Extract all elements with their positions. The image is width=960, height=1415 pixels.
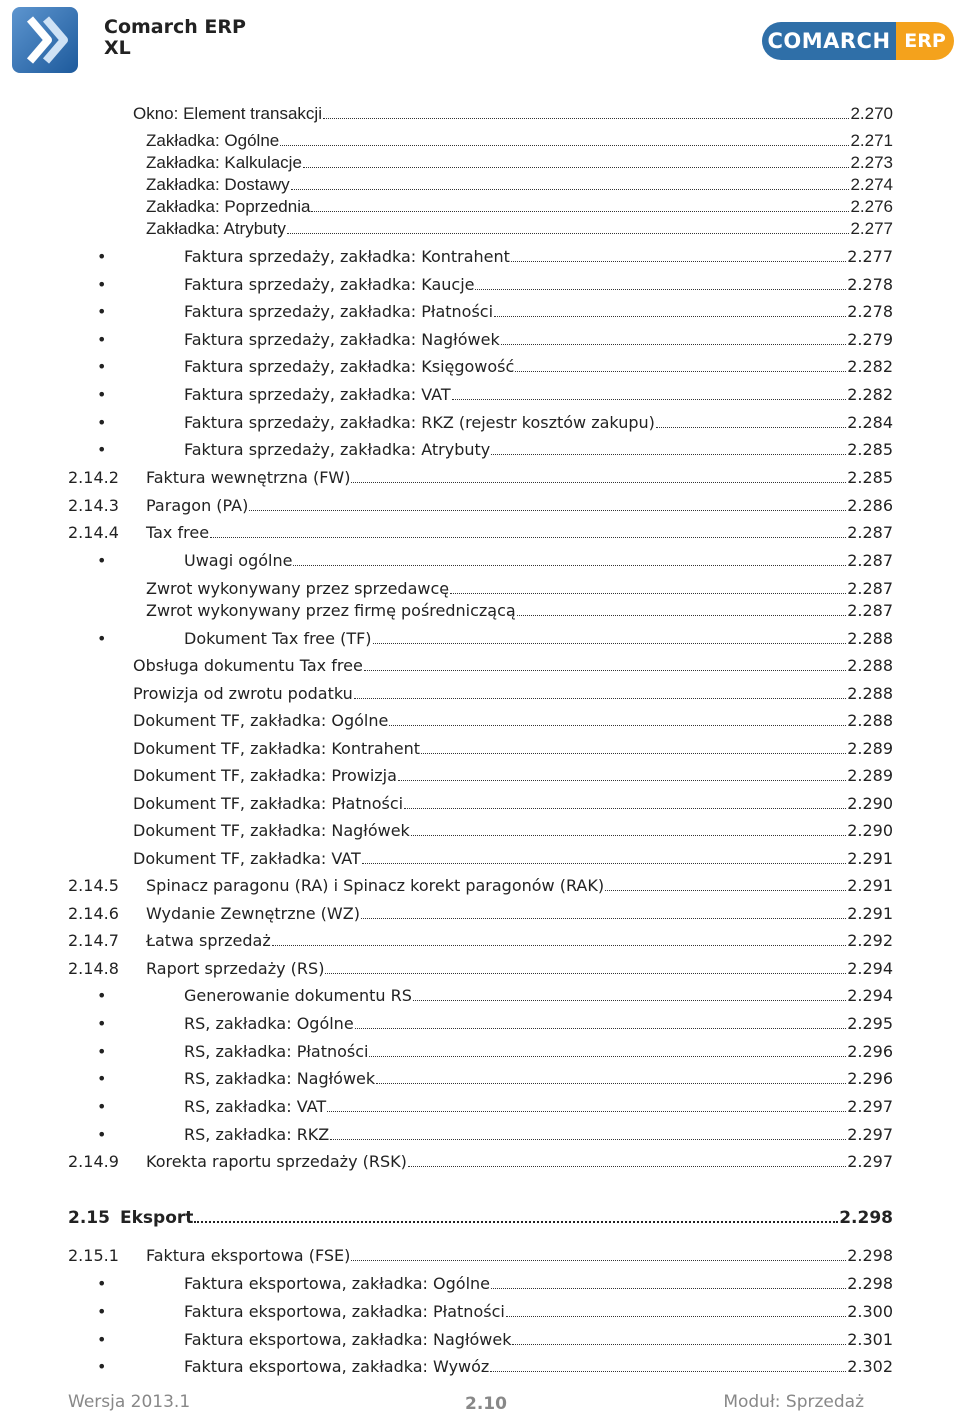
dot-leader	[408, 1165, 846, 1167]
toc-section-number: 2.14.2	[68, 468, 119, 487]
bullet-icon: •	[97, 1014, 107, 1033]
toc-entry[interactable]	[0, 1124, 960, 1146]
toc-entry[interactable]	[0, 903, 960, 925]
toc-section-number: 2.14.8	[68, 959, 119, 978]
toc-entry[interactable]	[0, 600, 960, 622]
bullet-icon: •	[97, 1357, 107, 1376]
toc-entry-title: Faktura eksportowa, zakładka: Nagłówek	[184, 1330, 512, 1349]
page-header	[0, 0, 960, 90]
toc-entry-line	[146, 600, 893, 622]
dot-leader	[656, 426, 846, 428]
toc-entry-line	[184, 1013, 893, 1035]
toc-section-number: 2.14.9	[68, 1152, 119, 1171]
toc-entry[interactable]	[0, 628, 960, 650]
bullet-icon: •	[97, 629, 107, 648]
toc-entry-line	[146, 903, 893, 925]
toc-entry-line	[184, 1356, 893, 1378]
toc-page-number: 2.286	[847, 496, 893, 515]
dot-leader	[303, 166, 850, 168]
toc-entry-line	[133, 103, 893, 125]
toc-page-number: 2.289	[847, 766, 893, 785]
dot-leader	[354, 697, 846, 699]
toc-page-number: 2.273	[850, 153, 893, 172]
toc-entry-title: Dokument TF, zakładka: Płatności	[133, 794, 404, 813]
toc-entry-title: Łatwa sprzedaż	[146, 931, 271, 950]
toc-entry-line	[133, 683, 893, 705]
dot-leader	[272, 944, 846, 946]
toc-entry-line	[146, 958, 893, 980]
toc-entry[interactable]	[0, 710, 960, 732]
page-footer	[0, 1388, 960, 1415]
toc-entry-title: RS, zakładka: Ogólne	[184, 1014, 354, 1033]
dot-leader	[475, 288, 846, 290]
toc-entry[interactable]	[0, 152, 960, 174]
toc-page-number: 2.300	[847, 1302, 893, 1321]
dot-leader	[506, 1315, 846, 1317]
toc-page-number: 2.288	[847, 711, 893, 730]
dot-leader	[291, 188, 850, 190]
toc-page-number: 2.297	[847, 1097, 893, 1116]
toc-page-number: 2.291	[847, 876, 893, 895]
toc-page-number: 2.288	[847, 629, 893, 648]
dot-leader	[491, 1287, 846, 1289]
toc-entry[interactable]	[0, 550, 960, 572]
comarch-erp-brand-logo	[762, 22, 954, 60]
toc-page-number: 2.287	[847, 551, 893, 570]
dot-leader	[330, 1138, 846, 1140]
toc-entry-line	[133, 793, 893, 815]
toc-entry[interactable]	[0, 848, 960, 870]
toc-entry[interactable]	[0, 1151, 960, 1173]
dot-leader	[369, 1055, 846, 1057]
toc-entry-line	[146, 522, 893, 544]
bullet-icon: •	[97, 440, 107, 459]
toc-section-number: 2.14.4	[68, 523, 119, 542]
toc-entry[interactable]	[0, 1301, 960, 1323]
toc-entry[interactable]	[0, 130, 960, 152]
toc-entry[interactable]	[0, 655, 960, 677]
bullet-icon: •	[97, 986, 107, 1005]
toc-page-number: 2.297	[847, 1152, 893, 1171]
toc-entry[interactable]	[0, 412, 960, 434]
toc-section-number: 2.14.3	[68, 496, 119, 515]
toc-entry-title: Okno: Element transakcji	[133, 104, 322, 123]
toc-entry-line	[146, 875, 893, 897]
toc-entry-line	[133, 738, 893, 760]
dot-leader	[413, 999, 846, 1001]
module-label: Moduł: Sprzedaż	[723, 1392, 864, 1412]
toc-entry-title: Faktura eksportowa (FSE)	[146, 1246, 351, 1265]
toc-entry-title: Faktura eksportowa, zakładka: Ogólne	[184, 1274, 490, 1293]
bullet-icon: •	[97, 1330, 107, 1349]
toc-entry-line	[184, 1301, 893, 1323]
toc-entry-title: Zakładka: Kalkulacje	[146, 153, 302, 172]
toc-page-number: 2.290	[847, 821, 893, 840]
toc-page-number: 2.287	[847, 579, 893, 598]
toc-entry-line	[184, 1124, 893, 1146]
version-label: Wersja 2013.1	[68, 1392, 191, 1412]
dot-leader	[210, 536, 846, 538]
bullet-icon: •	[97, 275, 107, 294]
toc-entry-title: Wydanie Zewnętrzne (WZ)	[146, 904, 360, 923]
toc-page-number: 2.288	[847, 656, 893, 675]
toc-section-number: 2.14.6	[68, 904, 119, 923]
toc-entry-title: Generowanie dokumentu RS	[184, 986, 412, 1005]
bullet-icon: •	[97, 1302, 107, 1321]
toc-page-number: 2.291	[847, 904, 893, 923]
toc-entry-line	[146, 930, 893, 952]
dot-leader	[501, 343, 846, 345]
toc-page-number: 2.285	[847, 468, 893, 487]
toc-entry-title: Zakładka: Dostawy	[146, 175, 290, 194]
toc-entry[interactable]	[0, 218, 960, 240]
toc-entry-title: Zwrot wykonywany przez sprzedawcę	[146, 579, 450, 598]
toc-entry-title: Zakładka: Ogólne	[146, 131, 280, 150]
toc-entry-title: Dokument TF, zakładka: Nagłówek	[133, 821, 410, 840]
bullet-icon: •	[97, 1097, 107, 1116]
toc-entry-line	[184, 329, 893, 351]
toc-page-number: 2.278	[847, 275, 893, 294]
dot-leader	[452, 398, 847, 400]
toc-page-number: 2.298	[847, 1274, 893, 1293]
toc-page-number: 2.289	[847, 739, 893, 758]
toc-entry-title: Tax free	[146, 523, 210, 542]
toc-entry-title: Faktura sprzedaży, zakładka: Kontrahent	[184, 247, 510, 266]
dot-leader	[362, 862, 846, 864]
toc-page-number: 2.298	[839, 1208, 893, 1228]
toc-entry-title: Paragon (PA)	[146, 496, 249, 515]
toc-page-number: 2.294	[847, 959, 893, 978]
toc-entry-line	[133, 710, 893, 732]
dot-leader	[325, 972, 846, 974]
toc-entry-line	[184, 384, 893, 406]
toc-entry-title: Prowizja od zwrotu podatku	[133, 684, 353, 703]
toc-entry-line	[133, 848, 893, 870]
toc-entry[interactable]	[0, 1207, 960, 1229]
toc-entry-title: Dokument TF, zakładka: Prowizja	[133, 766, 397, 785]
toc-entry[interactable]	[0, 683, 960, 705]
toc-entry[interactable]	[0, 578, 960, 600]
toc-entry-line	[184, 301, 893, 323]
dot-leader	[355, 1027, 847, 1029]
bullet-icon: •	[97, 551, 107, 570]
toc-entry-line	[146, 196, 893, 218]
toc-entry-title: Zakładka: Atrybuty	[146, 219, 286, 238]
toc-entry[interactable]	[0, 1356, 960, 1378]
bullet-icon: •	[97, 302, 107, 321]
toc-entry[interactable]	[0, 246, 960, 268]
bullet-icon: •	[97, 247, 107, 266]
toc-entry[interactable]	[0, 356, 960, 378]
bullet-icon: •	[97, 413, 107, 432]
toc-entry-title: Dokument Tax free (TF)	[184, 629, 372, 648]
toc-entry[interactable]	[0, 820, 960, 842]
toc-entry-line	[184, 628, 893, 650]
dot-leader	[373, 642, 847, 644]
toc-entry-line	[133, 655, 893, 677]
toc-entry-line	[184, 1068, 893, 1090]
toc-entry[interactable]	[0, 301, 960, 323]
toc-page-number: 2.271	[850, 131, 893, 150]
toc-entry-title: Faktura eksportowa, zakładka: Wywóz	[184, 1357, 490, 1376]
dot-leader	[517, 614, 846, 616]
toc-entry[interactable]	[0, 1273, 960, 1295]
toc-entry-title: Faktura eksportowa, zakładka: Płatności	[184, 1302, 505, 1321]
toc-entry-line	[184, 1329, 893, 1351]
toc-entry[interactable]	[0, 439, 960, 461]
toc-entry-line	[184, 985, 893, 1007]
toc-entry-title: RS, zakładka: VAT	[184, 1097, 327, 1116]
dot-leader	[398, 779, 846, 781]
bullet-icon: •	[97, 1069, 107, 1088]
toc-entry-line	[184, 246, 893, 268]
toc-entry[interactable]	[0, 196, 960, 218]
toc-entry[interactable]	[0, 1068, 960, 1090]
toc-entry[interactable]	[0, 522, 960, 544]
toc-entry-line	[184, 412, 893, 434]
dot-leader	[376, 1082, 846, 1084]
toc-entry-line	[146, 495, 893, 517]
toc-entry-title: RS, zakładka: Nagłówek	[184, 1069, 376, 1088]
toc-entry-line	[184, 356, 893, 378]
toc-page-number: 2.301	[847, 1330, 893, 1349]
dot-leader	[389, 724, 846, 726]
toc-entry[interactable]	[0, 1041, 960, 1063]
dot-leader	[280, 144, 849, 146]
toc-entry[interactable]	[0, 985, 960, 1007]
toc-page-number: 2.296	[847, 1042, 893, 1061]
brand-erp-text: ERP	[896, 22, 954, 60]
page-number: 2.10	[465, 1394, 507, 1414]
product-name-line2: XL	[104, 37, 131, 59]
dot-leader	[194, 1220, 838, 1223]
dot-leader	[511, 260, 846, 262]
toc-entry-title: Faktura sprzedaży, zakładka: Płatności	[184, 302, 494, 321]
toc-page-number: 2.276	[850, 197, 893, 216]
toc-page-number: 2.291	[847, 849, 893, 868]
toc-page-number: 2.290	[847, 794, 893, 813]
toc-page-number: 2.285	[847, 440, 893, 459]
toc-entry-line	[146, 152, 893, 174]
toc-entry-title: Faktura sprzedaży, zakładka: Atrybuty	[184, 440, 491, 459]
toc-entry[interactable]	[0, 793, 960, 815]
toc-entry-line	[133, 820, 893, 842]
toc-entry-line	[146, 578, 893, 600]
toc-section-number: 2.15.1	[68, 1246, 119, 1265]
brand-comarch-text: COMARCH	[762, 22, 896, 60]
toc-page-number: 2.297	[847, 1125, 893, 1144]
toc-entry-line	[146, 130, 893, 152]
toc-entry-title: Zwrot wykonywany przez firmę pośredniczącą	[146, 601, 516, 620]
dot-leader	[323, 117, 849, 119]
dot-leader	[494, 315, 846, 317]
toc-entry-line	[146, 1151, 893, 1173]
toc-page-number: 2.295	[847, 1014, 893, 1033]
toc-page-number: 2.288	[847, 684, 893, 703]
bullet-icon: •	[97, 1274, 107, 1293]
toc-entry-title: Dokument TF, zakładka: VAT	[133, 849, 361, 868]
toc-entry[interactable]	[0, 1245, 960, 1267]
toc-entry-title: Faktura sprzedaży, zakładka: Nagłówek	[184, 330, 500, 349]
toc-entry-line	[146, 218, 893, 240]
toc-entry[interactable]	[0, 958, 960, 980]
bullet-icon: •	[97, 330, 107, 349]
toc-entry[interactable]	[0, 738, 960, 760]
toc-page-number: 2.277	[847, 247, 893, 266]
toc-page-number: 2.284	[847, 413, 893, 432]
toc-entry-title: Dokument TF, zakładka: Kontrahent	[133, 739, 421, 758]
toc-entry-line	[184, 1096, 893, 1118]
toc-entry-line	[146, 467, 893, 489]
toc-entry-title: Faktura sprzedaży, zakładka: VAT	[184, 385, 451, 404]
toc-entry-line	[133, 765, 893, 787]
toc-entry-title: RS, zakładka: RKZ	[184, 1125, 330, 1144]
toc-entry[interactable]	[0, 765, 960, 787]
toc-entry-title: Korekta raportu sprzedaży (RSK)	[146, 1152, 407, 1171]
toc-entry[interactable]	[0, 384, 960, 406]
bullet-icon: •	[97, 357, 107, 376]
toc-entry-title: Spinacz paragonu (RA) i Spinacz korekt paragonów (RAK)	[146, 876, 605, 895]
toc-entry[interactable]	[0, 875, 960, 897]
dot-leader	[515, 370, 846, 372]
toc-page-number: 2.287	[847, 523, 893, 542]
dot-leader	[490, 1370, 846, 1372]
bullet-icon: •	[97, 385, 107, 404]
toc-page-number: 2.282	[847, 357, 893, 376]
toc-entry[interactable]	[0, 174, 960, 196]
toc-entry[interactable]	[0, 103, 960, 125]
dot-leader	[311, 210, 849, 212]
dot-leader	[450, 592, 846, 594]
toc-entry-title: Raport sprzedaży (RS)	[146, 959, 325, 978]
toc-entry-title: Obsługa dokumentu Tax free	[133, 656, 363, 675]
toc-section-number: 2.14.7	[68, 931, 119, 950]
toc-section-number: 2.15	[68, 1208, 110, 1228]
toc-entry-line	[120, 1207, 893, 1229]
toc-entry-line	[184, 274, 893, 296]
bullet-icon: •	[97, 1125, 107, 1144]
toc-entry[interactable]	[0, 1329, 960, 1351]
dot-leader	[351, 1259, 846, 1261]
dot-leader	[327, 1110, 846, 1112]
toc-page-number: 2.274	[850, 175, 893, 194]
dot-leader	[491, 453, 846, 455]
toc-entry[interactable]	[0, 1013, 960, 1035]
toc-entry-line	[184, 550, 893, 572]
toc-entry-title: Faktura sprzedaży, zakładka: Kaucje	[184, 275, 475, 294]
toc-entry-line	[146, 1245, 893, 1267]
dot-leader	[293, 564, 846, 566]
bullet-icon: •	[97, 1042, 107, 1061]
toc-page-number: 2.287	[847, 601, 893, 620]
toc-entry-title: Dokument TF, zakładka: Ogólne	[133, 711, 389, 730]
dot-leader	[287, 232, 850, 234]
toc-entry[interactable]	[0, 930, 960, 952]
toc-entry-title: Eksport	[120, 1208, 194, 1228]
toc-entry-title: Faktura wewnętrzna (FW)	[146, 468, 351, 487]
toc-page-number: 2.298	[847, 1246, 893, 1265]
toc-entry-line	[184, 1041, 893, 1063]
toc-page-number: 2.296	[847, 1069, 893, 1088]
toc-page-number: 2.292	[847, 931, 893, 950]
toc-entry-line	[184, 1273, 893, 1295]
toc-page-number: 2.294	[847, 986, 893, 1005]
toc-entry[interactable]	[0, 329, 960, 351]
toc-page-number: 2.279	[847, 330, 893, 349]
dot-leader	[404, 807, 846, 809]
dot-leader	[605, 889, 846, 891]
toc-section-number: 2.14.5	[68, 876, 119, 895]
toc-entry[interactable]	[0, 467, 960, 489]
dot-leader	[351, 481, 846, 483]
toc-page-number: 2.282	[847, 385, 893, 404]
dot-leader	[361, 917, 846, 919]
toc-entry-title: Zakładka: Poprzednia	[146, 197, 311, 216]
dot-leader	[249, 509, 846, 511]
toc-entry[interactable]	[0, 274, 960, 296]
comarch-xl-logo-icon	[10, 5, 80, 75]
toc-entry-title: Faktura sprzedaży, zakładka: Księgowość	[184, 357, 515, 376]
toc-entry-line	[146, 174, 893, 196]
product-name-line1: Comarch ERP	[104, 16, 246, 38]
toc-page-number: 2.278	[847, 302, 893, 321]
dot-leader	[411, 834, 846, 836]
toc-entry-title: Faktura sprzedaży, zakładka: RKZ (rejestr kosztów zakupu)	[184, 413, 655, 432]
toc-entry[interactable]	[0, 495, 960, 517]
toc-entry[interactable]	[0, 1096, 960, 1118]
dot-leader	[364, 669, 846, 671]
toc-page-number: 2.277	[850, 219, 893, 238]
toc-entry-title: RS, zakładka: Płatności	[184, 1042, 369, 1061]
toc-entry-line	[184, 439, 893, 461]
toc-page-number: 2.270	[850, 104, 893, 123]
dot-leader	[512, 1343, 846, 1345]
toc-entry-title: Uwagi ogólne	[184, 551, 293, 570]
product-name	[104, 17, 246, 59]
toc-page-number: 2.302	[847, 1357, 893, 1376]
dot-leader	[421, 752, 846, 754]
